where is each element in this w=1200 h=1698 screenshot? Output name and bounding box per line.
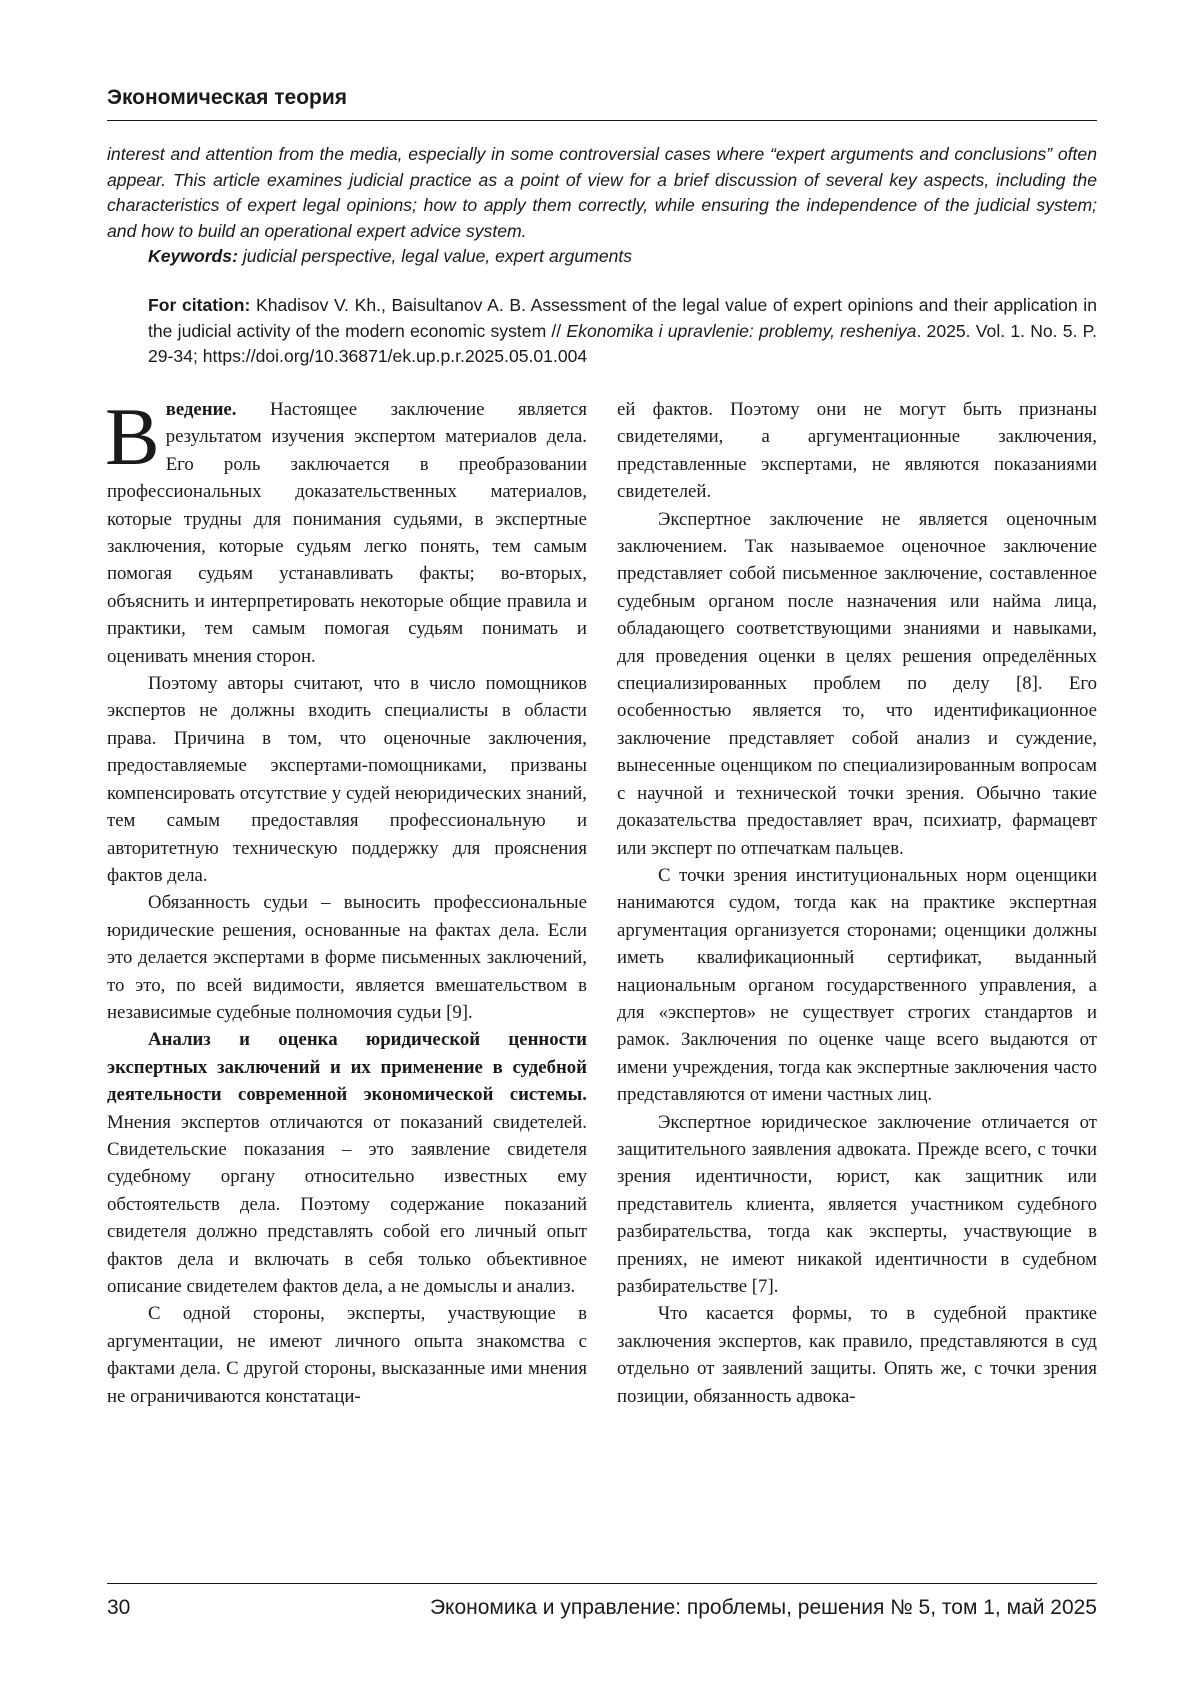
section-heading: Анализ и оценка юридической ценности экспертных заключений и их применение в судебной деятельности современной экономической системы.: [107, 1029, 587, 1106]
citation-authors: Khadisov V. Kh., Baisultanov A. B. Assessment of the legal value of expert opinions and their application in the judicial activity of the modern economic system //: [148, 294, 1098, 341]
intro-paragraph: [105, 391, 587, 670]
paragraph-r5: Что касается формы, то в судебной практике заключения экспертов, как правило, представляются в суд отдельно от заявлений защиты. Опять же, с точки зрения позиции, обязанность адвока-: [617, 1303, 1097, 1407]
keywords-label: Keywords:: [148, 246, 238, 267]
keywords-text: judicial perspective, legal value, expert arguments: [242, 246, 633, 267]
paragraph-r3: С точки зрения институциональных норм оценщики нанимаются судом, тогда как на практике экспертная аргументация организуется сторонами; оценщики должны иметь квалификационный сертификат, выданный национальным органом государственного управления, а для «экспертов» не существует строгих стандартов и рамок. Заключения по оценке чаще всего выдаются от имени учреждения, тогда как экспертные заключения часто представляются от имени частных лиц.: [617, 864, 1097, 1106]
right-column: [617, 396, 1097, 1410]
keywords: [148, 244, 1097, 270]
drop-cap: В: [105, 391, 160, 482]
citation: [148, 293, 1097, 370]
journal-issue: Экономика и управление: проблемы, решения № 5, том 1, май 2025: [429, 1596, 1097, 1619]
body-columns: [105, 391, 1097, 1410]
paragraph-r2: Экспертное заключение не является оценочным заключением. Так называемое оценочное заключение представляет собой письменное заключение, составленное судебным органом после назначения или найма лица, обладающего соответствующими знаниями и навыками, для проведения оценки в целях решения определённых специализированных проблем по делу [8]. Его особенностью является то, что идентификационное заключение представляет собой анализ и суждение, вынесенные оценщиком по специализированным вопросам с научной и технической точки зрения. Обычно такие доказательства предоставляет врач, психиатр, фармацевт или эксперт по отпечаткам пальцев.: [617, 508, 1097, 859]
intro-heading: ведение.: [165, 399, 237, 420]
left-column: [105, 391, 587, 1410]
paragraph-3: Обязанность судьи – выносить профессиональные юридические решения, основанные на фактах дела. Если это делается экспертами в форме письменных заключений, то это, по всей видимости, является вмешательством в независимые судебные полномочия судьи [9].: [107, 892, 587, 1023]
paragraph-4: [107, 1026, 587, 1300]
intro-text: Настоящее заключение является результатом изучения экспертом материалов дела. Его роль заключается в преобразовании профессиональных доказательственных материалов, которые трудны для понимания судьями, в экспертные заключения, которые судьям легко понять, тем самым помогая судьям устанавливать факты; во-вторых, объяснить и интерпретировать некоторые общие правила и практики, тем самым помогая судьям понимать и оценивать мнения сторон.: [107, 399, 587, 667]
paragraph-r1: ей фактов. Поэтому они не могут быть признаны свидетелями, а аргументационные заключения, представленные экспертами, не являются показаниями свидетелей.: [617, 399, 1097, 503]
page-number: 30: [107, 1596, 131, 1619]
paragraph-4-text: Мнения экспертов отличаются от показаний свидетелей. Свидетельские показания – это заявление свидетеля судебному органу относительно известных ему обстоятельств дела. Поэтому содержание показаний свидетеля должно представлять собой его личный опыт фактов дела и включать в себя только объективное описание свидетелем фактов дела, а не домыслы и анализ.: [107, 1111, 587, 1297]
citation-journal: Ekonomika i upravlenie: problemy, resheniya: [566, 320, 917, 341]
page-footer: [107, 1583, 1097, 1620]
abstract-block: [107, 142, 1097, 370]
paragraph-2: Поэтому авторы считают, что в число помощников экспертов не должны входить специалисты в области права. Причина в том, что оценочные заключения, предоставляемые экспертами-помощниками, призваны компенсировать отсутствие у судей неюридических знаний, тем самым предоставляя профессиональную и авторитетную техническую поддержку для прояснения фактов дела.: [107, 673, 587, 886]
abstract-tail: interest and attention from the media, especially in some controversial cases where “expert arguments and conclusions” often appear. This article examines judicial practice as a point of view for a brief discussion of several key aspects, including the characteristics of expert legal opinions; how to apply them correctly, while ensuring the independence of the judicial system; and how to build an operational expert advice system.: [107, 144, 1097, 241]
section-title: Экономическая теория: [107, 86, 1097, 121]
paragraph-5: С одной стороны, эксперты, участвующие в аргументации, не имеют личного опыта знакомства с фактами дела. С другой стороны, высказанные ими мнения не ограничиваются констатаци-: [107, 1303, 587, 1407]
citation-label: For citation:: [148, 294, 251, 315]
paragraph-r4: Экспертное юридическое заключение отличается от защитительного заявления адвоката. Прежде всего, с точки зрения идентичности, юрист, как защитник или представитель клиента, является участником судебного разбирательства, тогда как эксперты, участвующие в прениях, не имеют никакой идентичности в судебном разбирательстве [7].: [617, 1111, 1097, 1297]
citation-details: . 2025. Vol. 1. No. 5. P. 29-34; https://doi.org/10.36871/ek.up.p.r.2025.05.01.004: [148, 320, 1097, 367]
